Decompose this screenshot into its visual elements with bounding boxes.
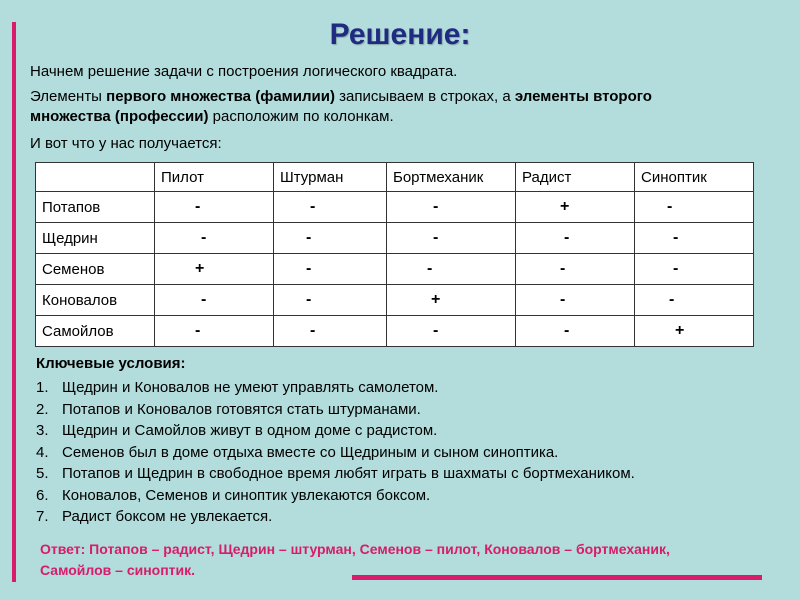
left-accent-bar (12, 22, 16, 582)
table-cell-mark: - (433, 198, 439, 215)
condition-number: 4. (36, 443, 49, 461)
description-bold: элементы второго множества (профессии) (30, 88, 652, 125)
condition-number: 6. (36, 486, 49, 504)
condition-text: Щедрин и Коновалов не умеют управлять самолетом. (62, 379, 439, 396)
table-header-cell: Штурман (274, 163, 387, 192)
table-header-cell: Радист (516, 163, 635, 192)
row-name: Семенов (36, 254, 155, 285)
lead-in-text: И вот что у нас получается: (30, 135, 222, 152)
row-name: Щедрин (36, 223, 155, 254)
table-header-cell: Бортмеханик (387, 163, 516, 192)
conditions-list (36, 377, 635, 528)
condition-number: 1. (36, 379, 49, 396)
logic-table (35, 162, 754, 347)
row-name: Самойлов (36, 316, 155, 347)
list-item (36, 485, 635, 507)
table-cell-mark: - (669, 291, 675, 308)
list-item (36, 442, 635, 464)
table-cell-mark: - (310, 322, 316, 339)
table-header-row (36, 163, 754, 192)
answer-text: Ответ: Потапов – радист, Щедрин – штурман, Семенов – пилот, Коновалов – бортмеханик, Самойлов – синоптик. (40, 541, 670, 578)
condition-text: Потапов и Коновалов готовятся стать штурманами. (62, 400, 421, 418)
table-cell-mark: - (433, 322, 439, 339)
description-text (30, 87, 730, 127)
table-cell-mark: - (564, 322, 570, 339)
table-cell-mark: - (201, 229, 207, 246)
table-cell-mark: - (306, 260, 312, 277)
table-cell-mark: - (310, 198, 316, 215)
condition-number: 2. (36, 400, 49, 418)
table-cell-mark: - (433, 229, 439, 246)
list-item (36, 506, 635, 528)
condition-number: 7. (36, 508, 49, 525)
list-item (36, 463, 635, 485)
slide-title: Решение: (329, 18, 471, 51)
table-row (36, 254, 754, 285)
table-cell-mark: - (564, 229, 570, 246)
table-cell-mark: - (306, 291, 312, 308)
table-cell-mark: + (560, 198, 570, 215)
description-bold: первого множества (фамилии) (106, 88, 335, 105)
table-row (36, 192, 754, 223)
condition-number: 3. (36, 422, 49, 439)
table-header-cell: Пилот (155, 163, 274, 192)
table-cell-mark: + (195, 260, 205, 277)
condition-text: Щедрин и Самойлов живут в одном доме с радистом. (62, 422, 438, 439)
condition-text: Радист боксом не увлекается. (62, 508, 273, 525)
table-cell-mark: + (675, 322, 685, 339)
condition-number: 5. (36, 465, 49, 482)
table-cell-mark: - (306, 229, 312, 246)
table-cell-mark: - (195, 322, 201, 339)
row-name: Потапов (36, 192, 155, 223)
description-part: записываем в строках, а (334, 88, 515, 105)
description-part: расположим по колонкам. (208, 108, 394, 125)
list-item (36, 377, 635, 399)
condition-text: Семенов был в доме отдыха вместе со Щедриным и сыном синоптика. (62, 443, 559, 461)
table-cell-mark: - (201, 291, 207, 308)
row-name: Коновалов (36, 285, 155, 316)
table-cell-mark: + (431, 291, 441, 308)
table-cell-mark: - (427, 260, 433, 277)
condition-text: Коновалов, Семенов и синоптик увлекаются боксом. (62, 486, 431, 504)
table-cell-mark: - (560, 291, 566, 308)
condition-text: Потапов и Щедрин в свободное время любят играть в шахматы с бортмехаником. (62, 465, 635, 482)
table-cell-mark: - (673, 260, 679, 277)
table-cell-mark: - (667, 198, 673, 215)
table-row (36, 316, 754, 347)
table-cell-mark: - (195, 198, 201, 215)
table-header-cell (36, 163, 155, 192)
list-item (36, 399, 635, 421)
conditions-title: Ключевые условия: (36, 355, 186, 372)
table-header-cell: Синоптик (635, 163, 754, 192)
table-cell-mark: - (673, 229, 679, 246)
table-row (36, 223, 754, 254)
intro-text: Начнем решение задачи с построения логического квадрата. (30, 63, 458, 80)
bottom-accent-bar (352, 575, 762, 580)
list-item (36, 420, 635, 442)
description-part: Элементы (30, 88, 107, 105)
table-row (36, 285, 754, 316)
table-cell-mark: - (560, 260, 566, 277)
